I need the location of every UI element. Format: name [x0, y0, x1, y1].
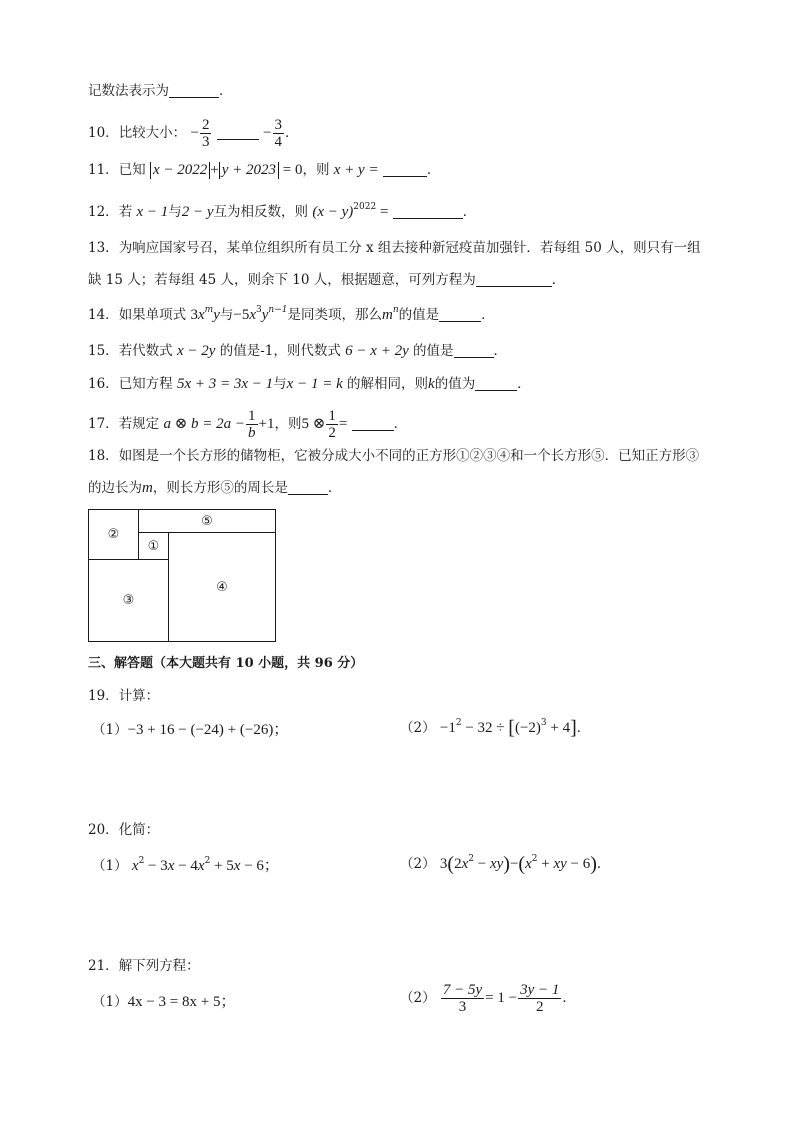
answer-blank[interactable] [439, 307, 481, 322]
question-19: 19．计算： [88, 688, 160, 704]
question-13-line-2: 缺 15 人；若每组 45 人，则余下 10 人，根据题意，可列方程为 ． [88, 272, 566, 288]
q9-tail: 记数法表示为 ． [88, 83, 233, 99]
square-2: ② [88, 509, 139, 560]
question-16: 16．已知方程 5x + 3 = 3x − 1与x − 1 = k 的解相同，则k的值为 ． [88, 376, 531, 392]
fraction-3y-1-over-2: $\frac{3y - 1}{2}$ [520, 982, 560, 1015]
answer-blank[interactable] [476, 272, 552, 287]
storage-cabinet-figure [88, 509, 276, 642]
question-19-part-1: （1）−3 + 16 − (−24) + (−26)； [92, 722, 289, 738]
answer-blank[interactable] [217, 125, 259, 140]
question-13-line-1: 13．为响应国家号召，某单位组织所有员工分 x 组去接种新冠疫苗加强针．若每组 50 人，则只有一组 [88, 240, 701, 256]
square-1: ① [138, 532, 169, 560]
question-11: 11．已知 x − 2022 + y + 2023 = 0，则 x + y = ． [88, 162, 441, 178]
abs-value-2: y + 2023 [219, 162, 279, 179]
question-20-part-1: （1） $x^2 - 3x - 4x^2 + 5x - 6$； [92, 856, 279, 874]
question-21-part-1: （1）4x − 3 = 8x + 5； [92, 994, 236, 1010]
fraction-1-2: $\frac{1}{2}$ [328, 408, 336, 441]
question-19-part-2: $(2) -1^2 - 32 \div [(-2)^3 + 4]$． [400, 717, 591, 739]
question-18-line-2: 的边长为m，则长方形⑤的周长是 ． [88, 480, 342, 496]
question-15: 15．若代数式 x − 2y 的值是-1，则代数式 6 − x + 2y 的值是 ． [88, 343, 508, 359]
question-18-line-1: 18．如图是一个长方形的储物柜，它被分成大小不同的正方形①②③④和一个长方形⑤．已知正方形③ [88, 448, 700, 464]
answer-blank[interactable] [383, 162, 427, 177]
question-12: 12．若 x − 1与2 − y互为相反数，则 $(x - y)^{2022}$ = ． [88, 202, 477, 220]
fraction-3-4: $\frac{3}{4}$ [274, 117, 283, 150]
answer-blank[interactable] [352, 416, 394, 431]
answer-blank[interactable] [169, 83, 219, 98]
abs-value-1: x − 2022 [150, 162, 210, 179]
square-3: ③ [88, 559, 169, 642]
answer-blank[interactable] [475, 376, 517, 391]
square-4: ④ [168, 532, 276, 642]
question-14: 14．如果单项式 $3x^my$与$-5x^3y^{n-1}$是同类项，那么$m^n$的值是 ． [88, 305, 495, 323]
section-3-heading: 三、解答题（本大题共有 10 小题，共 96 分） [88, 656, 364, 671]
question-17: 17．若规定 a ⊗ b = 2a − $\frac{1}{b}$ +1，则5 ⊗ $\frac{1}{2}$ = ． [88, 408, 408, 441]
question-10: 10．比较大小： − $\frac{2}{3}$ − $\frac{3}{4}$ ． [88, 117, 299, 150]
answer-blank[interactable] [288, 480, 328, 495]
question-20-part-2: （2） $3(2x^2 - xy)-(x^2$ + xy − 6)． [400, 853, 611, 875]
fraction-2-3: $\frac{2}{3}$ [201, 117, 210, 150]
question-21-part-2: （2） $\frac{7 - 5y}{3}$ = 1 − $\frac{3y - 1}{2}$ ． [400, 982, 576, 1015]
question-20: 20．化简： [88, 822, 160, 838]
answer-blank[interactable] [393, 204, 463, 219]
question-21: 21．解下列方程： [88, 958, 200, 974]
rectangle-5: ⑤ [138, 509, 276, 533]
fraction-7-5y-over-3: $\frac{7 - 5y}{3}$ [442, 982, 483, 1015]
answer-blank[interactable] [454, 343, 494, 358]
fraction-1-b: $\frac{1}{b}$ [248, 408, 256, 441]
